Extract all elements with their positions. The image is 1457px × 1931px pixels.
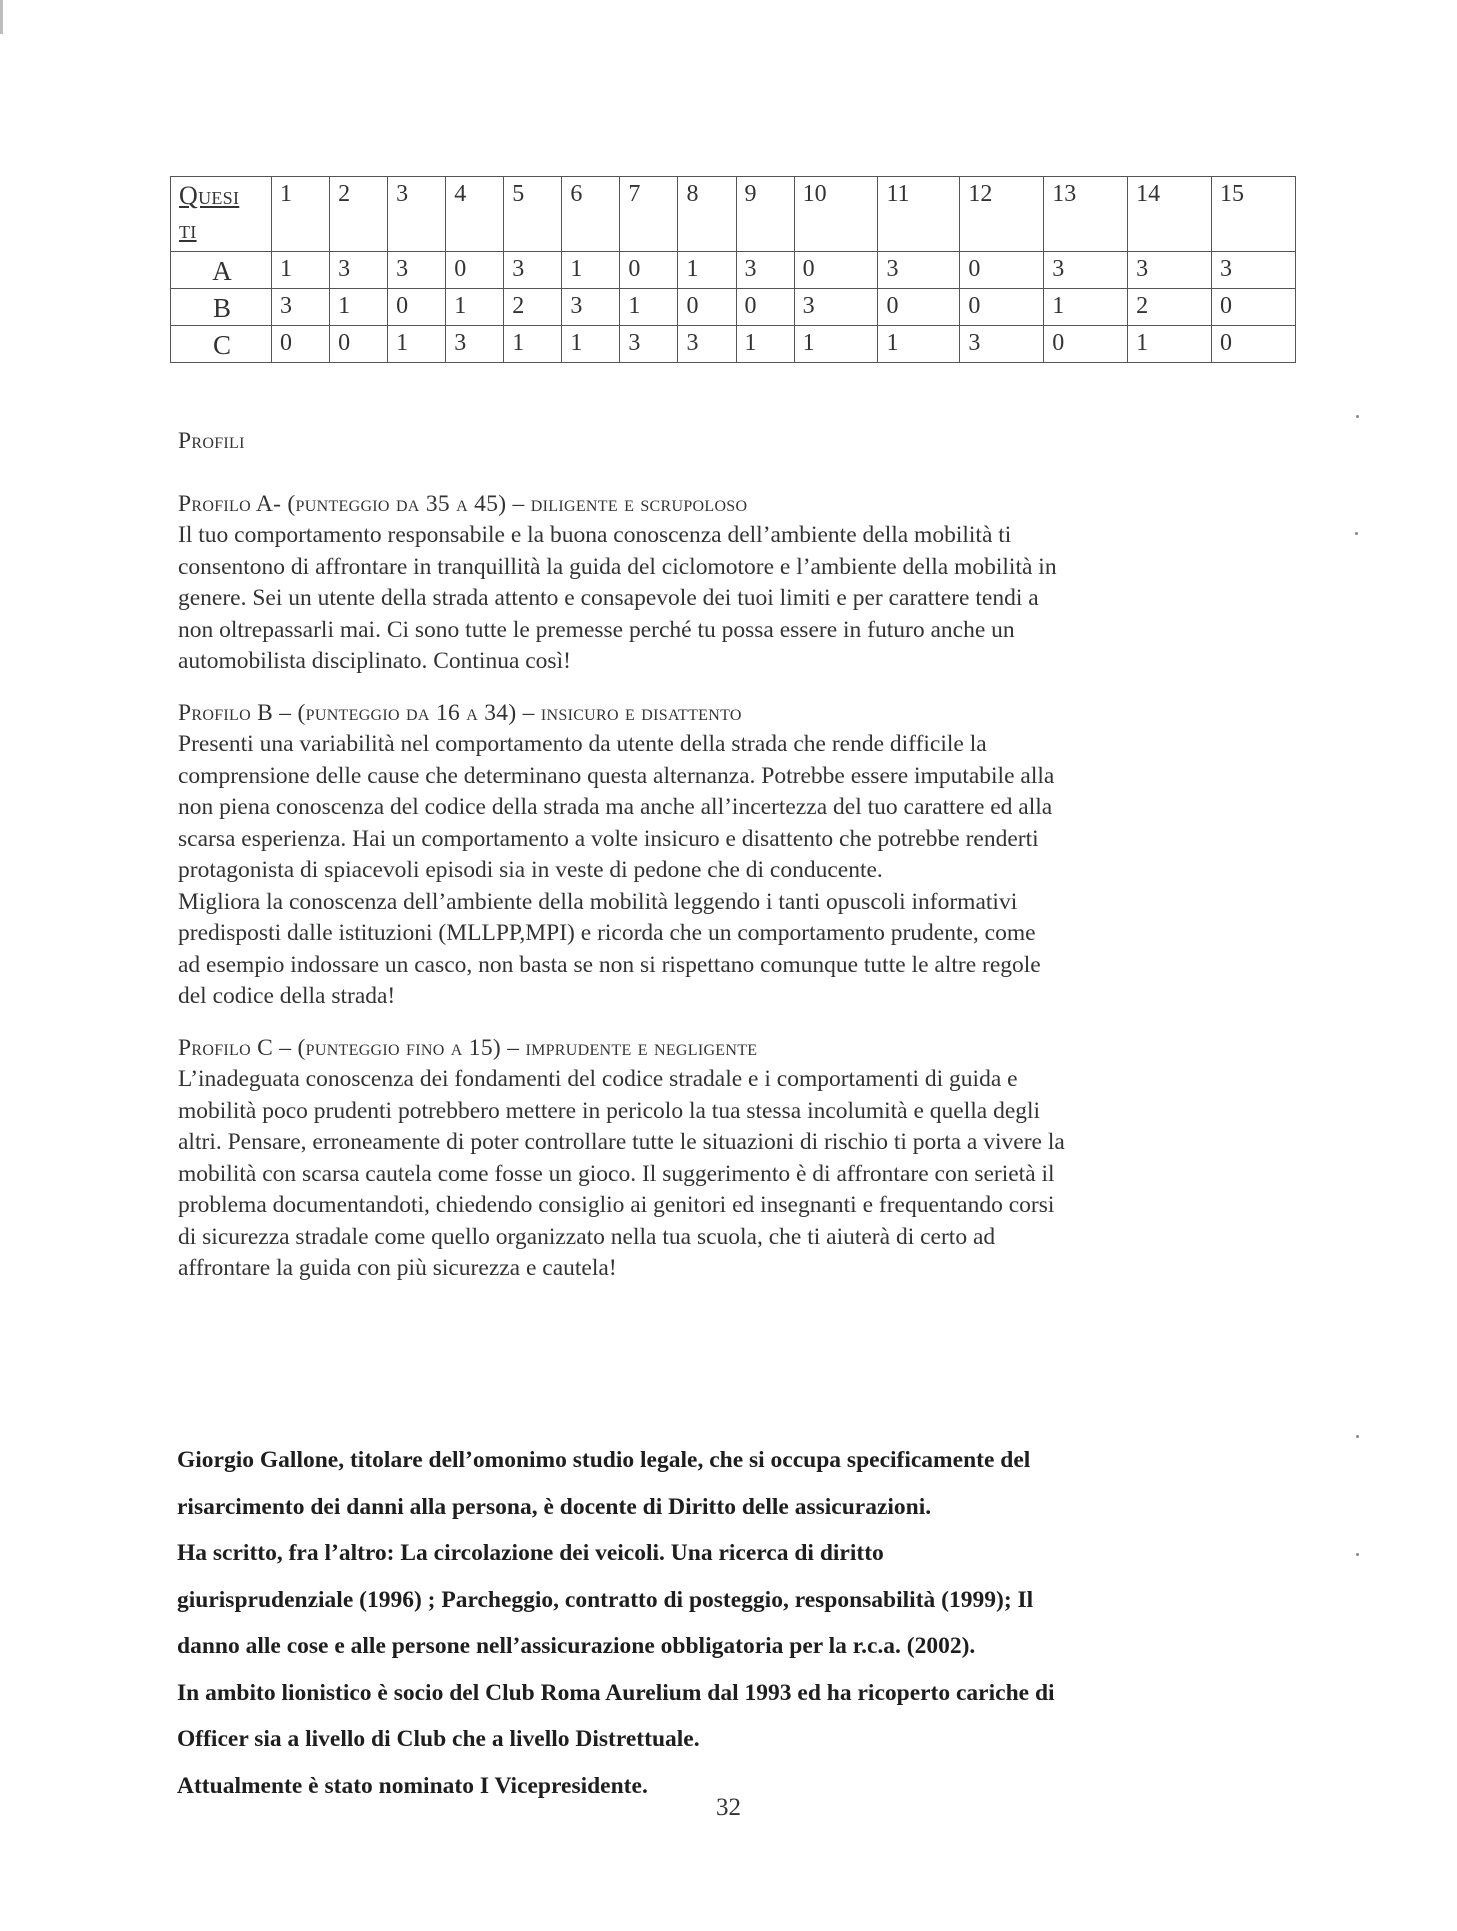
score-cell: 0 <box>1212 289 1296 326</box>
profile-a-heading <box>178 489 1228 521</box>
bio-line: danno alle cose e alle persone nell’assicurazione obbligatoria per la r.c.a. (2002). <box>177 1633 976 1659</box>
score-cell: 3 <box>736 252 794 289</box>
profile-a-text <box>178 520 1228 678</box>
profile-b-score-range: punteggio da 16 a 34 <box>305 699 509 726</box>
score-cell: 3 <box>330 252 388 289</box>
score-cell: 3 <box>388 252 446 289</box>
questions-header-cell <box>171 177 272 252</box>
score-cell: 3 <box>620 326 678 363</box>
bio-line: Officer sia a livello di Club che a livello Distrettuale. <box>177 1726 700 1752</box>
question-number: 13 <box>1044 177 1128 252</box>
question-number: 5 <box>504 177 562 252</box>
score-cell: 0 <box>960 289 1044 326</box>
bio-line: Ha scritto, fra l’altro: La circolazione dei veicoli. Una ricerca di diritto <box>177 1540 884 1566</box>
score-cell: 2 <box>1128 289 1212 326</box>
score-cell: 1 <box>620 289 678 326</box>
questions-header-line2: ti <box>179 215 197 244</box>
score-cell: 2 <box>504 289 562 326</box>
score-cell: 1 <box>794 326 878 363</box>
profile-c-heading-start: Profilo C – ( <box>178 1034 306 1061</box>
profile-b-heading-end: ) – <box>508 699 541 726</box>
question-number: 14 <box>1128 177 1212 252</box>
text-line: non piena conoscenza del codice della strada ma anche all’incertezza del tuo carattere ed alla <box>178 794 1053 820</box>
scan-speck <box>1355 532 1358 535</box>
bio-line: Giorgio Gallone, titolare dell’omonimo studio legale, che si occupa specificamente del <box>177 1447 1031 1473</box>
score-cell: 0 <box>272 326 330 363</box>
profile-a-heading-start: Profilo A- ( <box>178 490 296 517</box>
score-cell: 3 <box>678 326 736 363</box>
score-cell: 1 <box>562 326 620 363</box>
bio-line: In ambito lionistico è socio del Club Roma Aurelium dal 1993 ed ha ricoperto cariche di <box>177 1679 1055 1706</box>
score-cell: 1 <box>562 252 620 289</box>
question-number: 6 <box>562 177 620 252</box>
bio-line: risarcimento dei danni alla persona, è docente di Diritto delle assicurazioni. <box>177 1493 932 1520</box>
profile-b-heading <box>178 698 1228 730</box>
profile-c-heading-end: ) – <box>492 1034 526 1061</box>
profile-a-heading-end: ) – <box>498 490 531 517</box>
score-cell: 1 <box>1128 326 1212 363</box>
scores-table <box>170 176 1296 363</box>
profile-b-heading-start: Profilo B – ( <box>178 699 306 726</box>
profile-b-description: insicuro e disattento <box>540 699 742 726</box>
score-cell: 3 <box>504 252 562 289</box>
bio-line: giurisprudenziale (1996) ; Parcheggio, contratto di posteggio, responsabilità (1999); Il <box>177 1586 1034 1613</box>
score-cell: 1 <box>330 289 388 326</box>
question-number: 4 <box>446 177 504 252</box>
table-row-a <box>171 252 1296 289</box>
text-line: automobilista disciplinato. Continua così! <box>178 648 571 674</box>
text-line: altri. Pensare, erroneamente di poter controllare tutte le situazioni di rischio ti porta a vivere la <box>178 1129 1065 1155</box>
profiles-title: Profili <box>178 428 245 454</box>
question-number: 10 <box>794 177 878 252</box>
text-line: affrontare la guida con più sicurezza e cautela! <box>178 1255 617 1281</box>
questions-header-line1: Quesi <box>179 181 240 210</box>
scan-speck <box>1356 1435 1359 1438</box>
scan-speck <box>1356 1553 1359 1556</box>
author-bio <box>177 1437 1227 1809</box>
text-line: scarsa esperienza. Hai un comportamento a volte insicuro e disattento che potrebbe renderti <box>178 825 1039 852</box>
score-cell: 0 <box>620 252 678 289</box>
score-cell: 1 <box>1044 289 1128 326</box>
score-cell: 3 <box>562 289 620 326</box>
score-cell: 3 <box>794 289 878 326</box>
profile-c-description: imprudente e negligente <box>525 1034 758 1061</box>
question-number: 1 <box>272 177 330 252</box>
score-cell: 1 <box>736 326 794 363</box>
profile-c-score-range: punteggio fino a 15 <box>305 1034 493 1061</box>
score-cell: 1 <box>272 252 330 289</box>
score-cell: 0 <box>330 326 388 363</box>
profile-b-text <box>178 729 1228 1013</box>
score-cell: 3 <box>446 326 504 363</box>
text-line: protagonista di spiacevoli episodi sia in veste di pedone che di conducente. <box>178 857 883 883</box>
question-number: 12 <box>960 177 1044 252</box>
profile-a-description: diligente e scrupoloso <box>530 490 748 517</box>
score-cell: 3 <box>1212 252 1296 289</box>
text-line: mobilità poco prudenti potrebbero mettere in pericolo la tua stessa incolumità e quella degli <box>178 1097 1041 1124</box>
page-number: 32 <box>716 1794 741 1821</box>
score-cell: 0 <box>678 289 736 326</box>
profile-c-heading <box>178 1033 1228 1065</box>
score-cell: 3 <box>1128 252 1212 289</box>
scan-speck <box>1356 415 1359 418</box>
question-number: 7 <box>620 177 678 252</box>
score-cell: 3 <box>1044 252 1128 289</box>
text-line: Il tuo comportamento responsabile e la buona conoscenza dell’ambiente della mobilità ti <box>178 522 1012 548</box>
table-row-b <box>171 289 1296 326</box>
score-cell: 0 <box>878 289 960 326</box>
text-line: predisposti dalle istituzioni (MLLPP,MPI) e ricorda che un comportamento prudente, come <box>178 920 1036 946</box>
question-number: 2 <box>330 177 388 252</box>
text-line: genere. Sei un utente della strada attento e consapevole dei tuoi limiti e per carattere tendi a <box>178 585 1039 611</box>
row-label-a: A <box>171 252 272 289</box>
score-cell: 1 <box>446 289 504 326</box>
table-row-c <box>171 326 1296 363</box>
text-line: problema documentandoti, chiedendo consiglio ai genitori ed insegnanti e frequentando corsi <box>178 1192 1055 1218</box>
score-cell: 0 <box>736 289 794 326</box>
score-cell: 3 <box>960 326 1044 363</box>
question-number: 11 <box>878 177 960 252</box>
text-line: mobilità con scarsa cautela come fosse un gioco. Il suggerimento è di affrontare con serietà il <box>178 1160 1055 1187</box>
text-line: comprensione delle cause che determinano questa alternanza. Potrebbe essere imputabile alla <box>178 762 1055 789</box>
question-number: 3 <box>388 177 446 252</box>
score-cell: 1 <box>678 252 736 289</box>
bio-line: Attualmente è stato nominato I Vicepresidente. <box>177 1772 648 1799</box>
question-number: 15 <box>1212 177 1296 252</box>
score-cell: 1 <box>878 326 960 363</box>
score-cell: 0 <box>1044 326 1128 363</box>
text-line: Migliora la conoscenza dell’ambiente della mobilità leggendo i tanti opuscoli informativi <box>178 888 1018 915</box>
score-cell: 1 <box>388 326 446 363</box>
text-line: non oltrepassarli mai. Ci sono tutte le premesse perché tu possa essere in futuro anche un <box>178 616 1015 643</box>
score-cell: 3 <box>878 252 960 289</box>
question-number: 9 <box>736 177 794 252</box>
text-line: di sicurezza stradale come quello organizzato nella tua scuola, che ti aiuterà di certo ad <box>178 1223 996 1250</box>
table-header-row <box>171 177 1296 252</box>
text-line: consentono di affrontare in tranquillità la guida del ciclomotore e l’ambiente della mobilità in <box>178 553 1057 580</box>
profile-c-text <box>178 1064 1228 1285</box>
score-cell: 0 <box>446 252 504 289</box>
text-line: ad esempio indossare un casco, non basta se non si rispettano comunque tutte le altre regole <box>178 951 1041 978</box>
score-cell: 0 <box>960 252 1044 289</box>
score-cell: 3 <box>272 289 330 326</box>
text-line: Presenti una variabilità nel comportamento da utente della strada che rende difficile la <box>178 731 987 757</box>
score-cell: 0 <box>794 252 878 289</box>
text-line: del codice della strada! <box>178 983 396 1009</box>
question-number: 8 <box>678 177 736 252</box>
text-line: L’inadeguata conoscenza dei fondamenti del codice stradale e i comportamenti di guida e <box>178 1066 1018 1092</box>
row-label-c: C <box>171 326 272 363</box>
score-cell: 0 <box>388 289 446 326</box>
score-cell: 0 <box>1212 326 1296 363</box>
profile-a-score-range: punteggio da 35 a 45 <box>295 490 499 517</box>
row-label-b: B <box>171 289 272 326</box>
profiles-section <box>178 426 1228 1285</box>
scan-edge-mark <box>0 0 3 34</box>
score-cell: 1 <box>504 326 562 363</box>
